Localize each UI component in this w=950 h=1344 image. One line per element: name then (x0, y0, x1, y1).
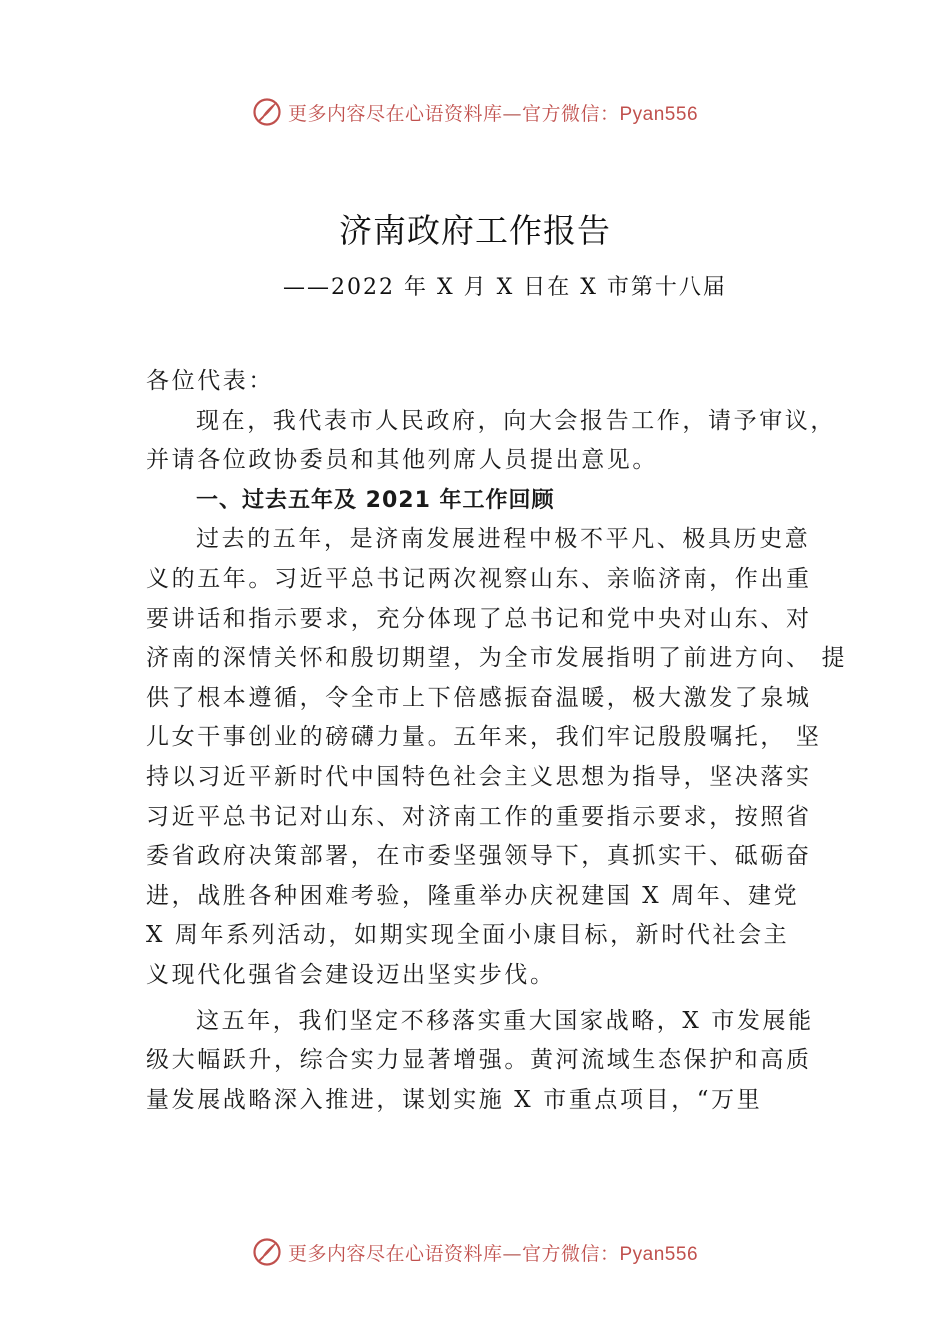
document-title: 济南政府工作报告 (339, 211, 611, 250)
paragraph-line: 义的五年。习近平总书记两次视察山东、亲临济南，作出重 (146, 565, 812, 592)
paragraph-line: 量发展战略深入推进，谋划实施 X 市重点项目，“万里 (146, 1086, 763, 1113)
quill-pen-logo-icon (252, 1237, 282, 1267)
paragraph-line: 要讲话和指示要求，充分体现了总书记和党中央对山东、对 (146, 605, 812, 632)
paragraph-line: X 周年系列活动，如期实现全面小康目标，新时代社会主 (146, 922, 790, 949)
paragraph-line: 进，战胜各种困难考验，隆重举办庆祝建国 X 周年、建党 (146, 882, 800, 909)
watermark-text: 更多内容尽在心语资料库—官方微信：Pyan556 (287, 102, 699, 125)
header-watermark-banner (0, 92, 950, 132)
paragraph-line: 过去的五年，是济南发展进程中极不平凡、极具历史意 (196, 526, 811, 553)
salutation: 各位代表： (146, 368, 274, 394)
document-body (146, 362, 848, 1120)
section-heading: 一、过去五年及 2021 年工作回顾 (196, 487, 555, 513)
paragraph-line: 这五年，我们坚定不移落实重大国家战略，X 市发展能 (196, 1007, 814, 1034)
document-subtitle: ——2022 年 X 月 X 日在 X 市第十八届 (283, 275, 727, 300)
paragraph-line: 义现代化强省会建设迈出坚实步伐。 (146, 961, 556, 988)
paragraph-line: 现在，我代表市人民政府，向大会报告工作，请予审议， (196, 407, 836, 434)
quill-pen-logo-icon (252, 97, 282, 127)
paragraph-line: 委省政府决策部署，在市委坚强领导下，真抓实干、砥砺奋 (146, 843, 812, 870)
paragraph-line: 供了根本遵循，令全市上下倍感振奋温暖，极大激发了泉城 (146, 684, 812, 711)
paragraph-line: 济南的深情关怀和殷切期望，为全市发展指明了前进方向、 提 (146, 645, 848, 672)
paragraph-line: 并请各位政协委员和其他列席人员提出意见。 (146, 447, 658, 474)
paragraph-line: 持以习近平新时代中国特色社会主义思想为指导，坚决落实 (146, 763, 812, 790)
paragraph-line: 儿女干事创业的磅礴力量。五年来，我们牢记殷殷嘱托， 坚 (146, 724, 822, 751)
paragraph-line: 级大幅跃升，综合实力显著增强。黄河流域生态保护和高质 (146, 1047, 812, 1074)
paragraph-line: 习近平总书记对山东、对济南工作的重要指示要求，按照省 (146, 803, 812, 830)
footer-watermark-banner (0, 1232, 950, 1272)
watermark-text: 更多内容尽在心语资料库—官方微信：Pyan556 (287, 1242, 699, 1265)
